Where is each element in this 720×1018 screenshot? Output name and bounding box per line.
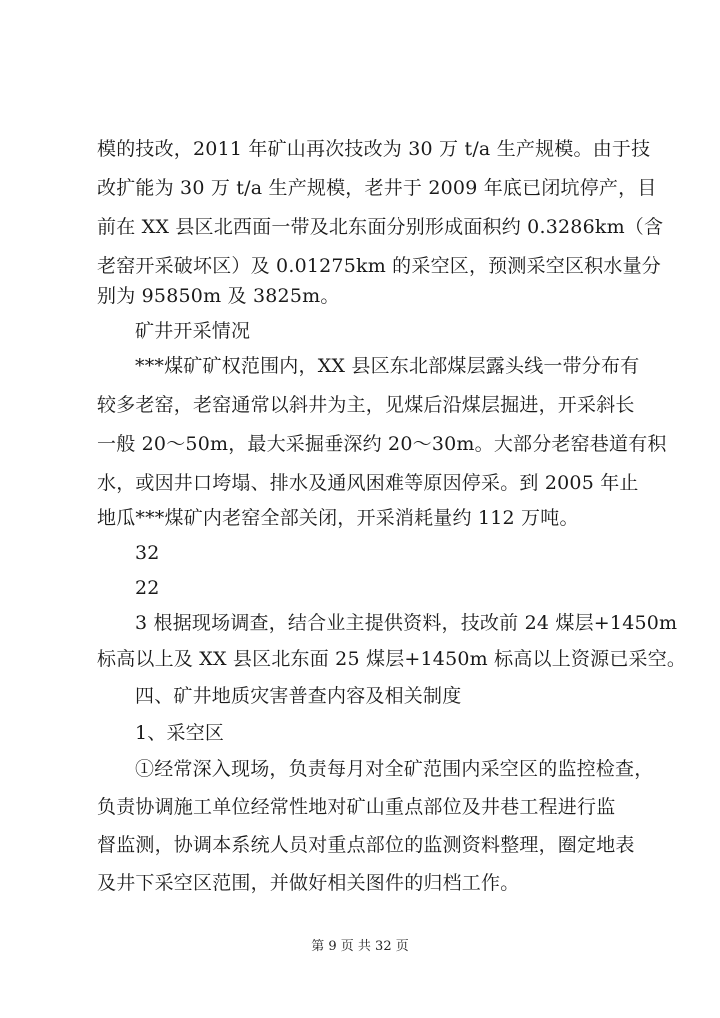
paragraph-line: 较多老窑，老窑通常以斜井为主，见煤后沿煤层掘进，开采斜长 [97, 394, 635, 416]
paragraph-line: 及井下采空区范围，并做好相关图件的归档工作。 [97, 872, 520, 894]
paragraph-line: 3 根据现场调查，结合业主提供资料，技改前 24 煤层+1450m [135, 612, 678, 634]
paragraph-line: ***煤矿矿权范围内，XX 县区东北部煤层露头线一带分布有 [135, 355, 640, 377]
paragraph-line: 老窑开采破坏区）及 0.01275km 的采空区，预测采空区积水量分 [97, 255, 661, 277]
paragraph-line: 别为 95850m 及 3825m。 [97, 285, 340, 307]
paragraph-line: 地瓜***煤矿内老窑全部关闭，开采消耗量约 112 万吨。 [97, 507, 579, 529]
paragraph-line: 负责协调施工单位经常性地对矿山重点部位及井巷工程进行监 [97, 796, 616, 818]
paragraph-line: 水，或因井口垮塌、排水及通风困难等原因停采。到 2005 年止 [97, 472, 639, 494]
paragraph-line: ①经常深入现场，负责每月对全矿范围内采空区的监控检查， [135, 758, 654, 780]
number-label: 22 [135, 577, 160, 599]
paragraph-line: 模的技改，2011 年矿山再次技改为 30 万 t/a 生产规模。由于技 [97, 138, 651, 160]
section-heading-geohazard: 四、矿井地质灾害普查内容及相关制度 [135, 685, 462, 707]
subsection-heading-goaf: 1、采空区 [135, 722, 225, 744]
paragraph-line: 一般 20～50m，最大采掘垂深约 20～30m。大部分老窑巷道有积 [97, 433, 667, 455]
page-number: 第 9 页 共 32 页 [311, 939, 409, 954]
number-label: 32 [135, 542, 160, 564]
paragraph-line: 标高以上及 XX 县区北东面 25 煤层+1450m 标高以上资源已采空。 [97, 648, 687, 670]
paragraph-line: 前在 XX 县区北西面一带及北东面分别形成面积约 0.3286km（含 [97, 216, 664, 238]
paragraph-line: 督监测，协调本系统人员对重点部位的监测资料整理，圈定地表 [97, 834, 635, 856]
section-heading-mining-status: 矿井开采情况 [135, 320, 251, 342]
paragraph-line: 改扩能为 30 万 t/a 生产规模，老井于 2009 年底已闭坑停产，目 [97, 177, 657, 199]
